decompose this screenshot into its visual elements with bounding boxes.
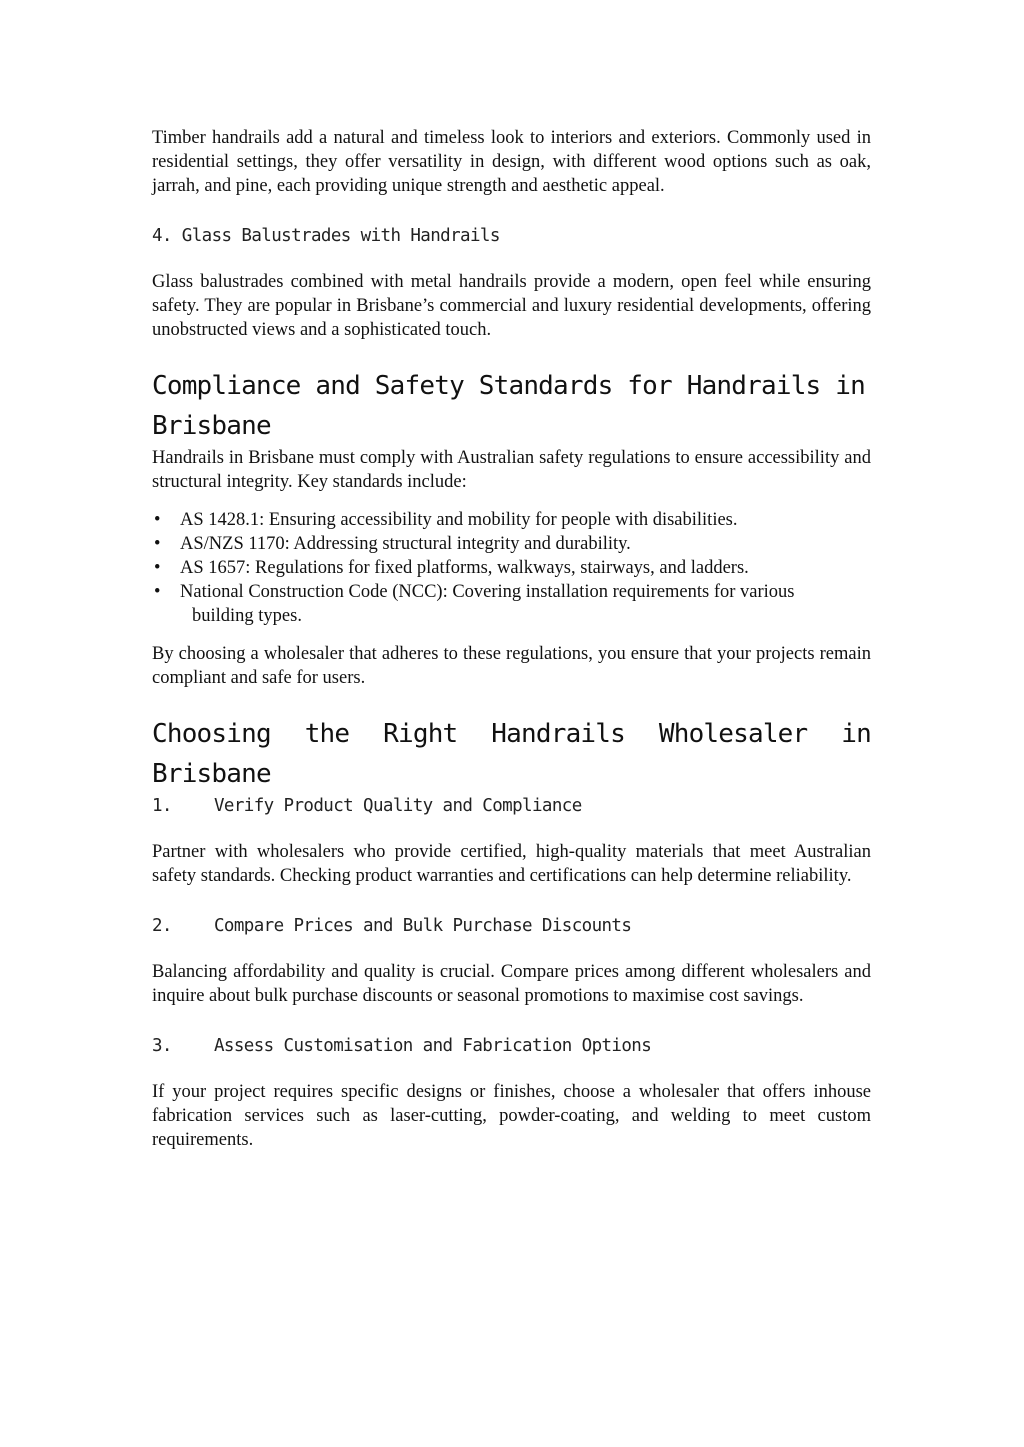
glass-balustrades-heading: 4. Glass Balustrades with Handrails [152, 226, 500, 246]
standards-list [152, 508, 871, 628]
heading-word: in [841, 719, 871, 749]
list-item [152, 556, 871, 580]
heading-word: Right [383, 719, 458, 749]
compliance-heading-line1: Compliance and Safety Standards for Handrails in [152, 371, 865, 401]
bullet-icon: • [154, 558, 161, 578]
step-paragraph: If your project requires specific designs or finishes, choose a wholesaler that offers inhouse fabrication services such as laser-cutting, powder-coating, and welding to meet custom requirements. [152, 1082, 871, 1150]
step-heading [152, 794, 871, 818]
document-page [152, 126, 871, 1152]
list-item-text: National Construction Code (NCC): Covering installation requirements for various [180, 582, 795, 602]
list-item-text: AS/NZS 1170: Addressing structural integrity and durability. [180, 534, 631, 554]
step-number: 1. [152, 796, 172, 816]
heading-word: Handrails [491, 719, 625, 749]
bullet-icon: • [154, 582, 161, 602]
step-paragraph: Balancing affordability and quality is crucial. Compare prices among different wholesalers and inquire about bulk purchase discounts or seasonal promotions to maximise cost savings. [152, 962, 871, 1006]
glass-paragraph: Glass balustrades combined with metal handrails provide a modern, open feel while ensuring safety. They are popular in Brisbane’s commercial and luxury residential developments, offering unobstructed views and a sophisticated touch. [152, 272, 871, 340]
choosing-heading-line2: Brisbane [152, 759, 271, 789]
bullet-icon: • [154, 510, 161, 530]
list-item-continuation: building types. [192, 606, 302, 626]
step-heading [152, 914, 871, 938]
step-number: 2. [152, 916, 172, 936]
heading-word: Choosing [152, 719, 271, 749]
step-title: Compare Prices and Bulk Purchase Discounts [214, 916, 632, 936]
list-item [152, 580, 871, 628]
step-paragraph: Partner with wholesalers who provide certified, high-quality materials that meet Australian safety standards. Checking product warranties and certifications can help determine reliability. [152, 842, 871, 886]
heading-word: the [304, 719, 350, 749]
compliance-heading [152, 366, 871, 446]
list-item-text: AS 1657: Regulations for fixed platforms, walkways, stairways, and ladders. [180, 558, 749, 578]
step-heading [152, 1034, 871, 1058]
list-item-text: AS 1428.1: Ensuring accessibility and mobility for people with disabilities. [180, 510, 738, 530]
compliance-heading-line2: Brisbane [152, 411, 271, 441]
step-number: 3. [152, 1036, 172, 1056]
timber-paragraph: Timber handrails add a natural and timeless look to interiors and exteriors. Commonly used in residential settings, they offer versatility in design, with different wood options such as oak, jarrah, and pine, each providing unique strength and aesthetic appeal. [152, 128, 871, 196]
heading-word: Wholesaler [658, 719, 808, 749]
list-item [152, 532, 871, 556]
compliance-closing: By choosing a wholesaler that adheres to these regulations, you ensure that your projects remain compliant and safe for users. [152, 644, 871, 688]
list-item [152, 508, 871, 532]
step-title: Verify Product Quality and Compliance [214, 796, 582, 816]
compliance-intro: Handrails in Brisbane must comply with Australian safety regulations to ensure accessibility and structural integrity. Key standards include: [152, 448, 871, 492]
bullet-icon: • [154, 534, 161, 554]
choosing-heading [152, 714, 871, 794]
choosing-heading-line1 [152, 714, 871, 754]
step-title: Assess Customisation and Fabrication Options [214, 1036, 652, 1056]
